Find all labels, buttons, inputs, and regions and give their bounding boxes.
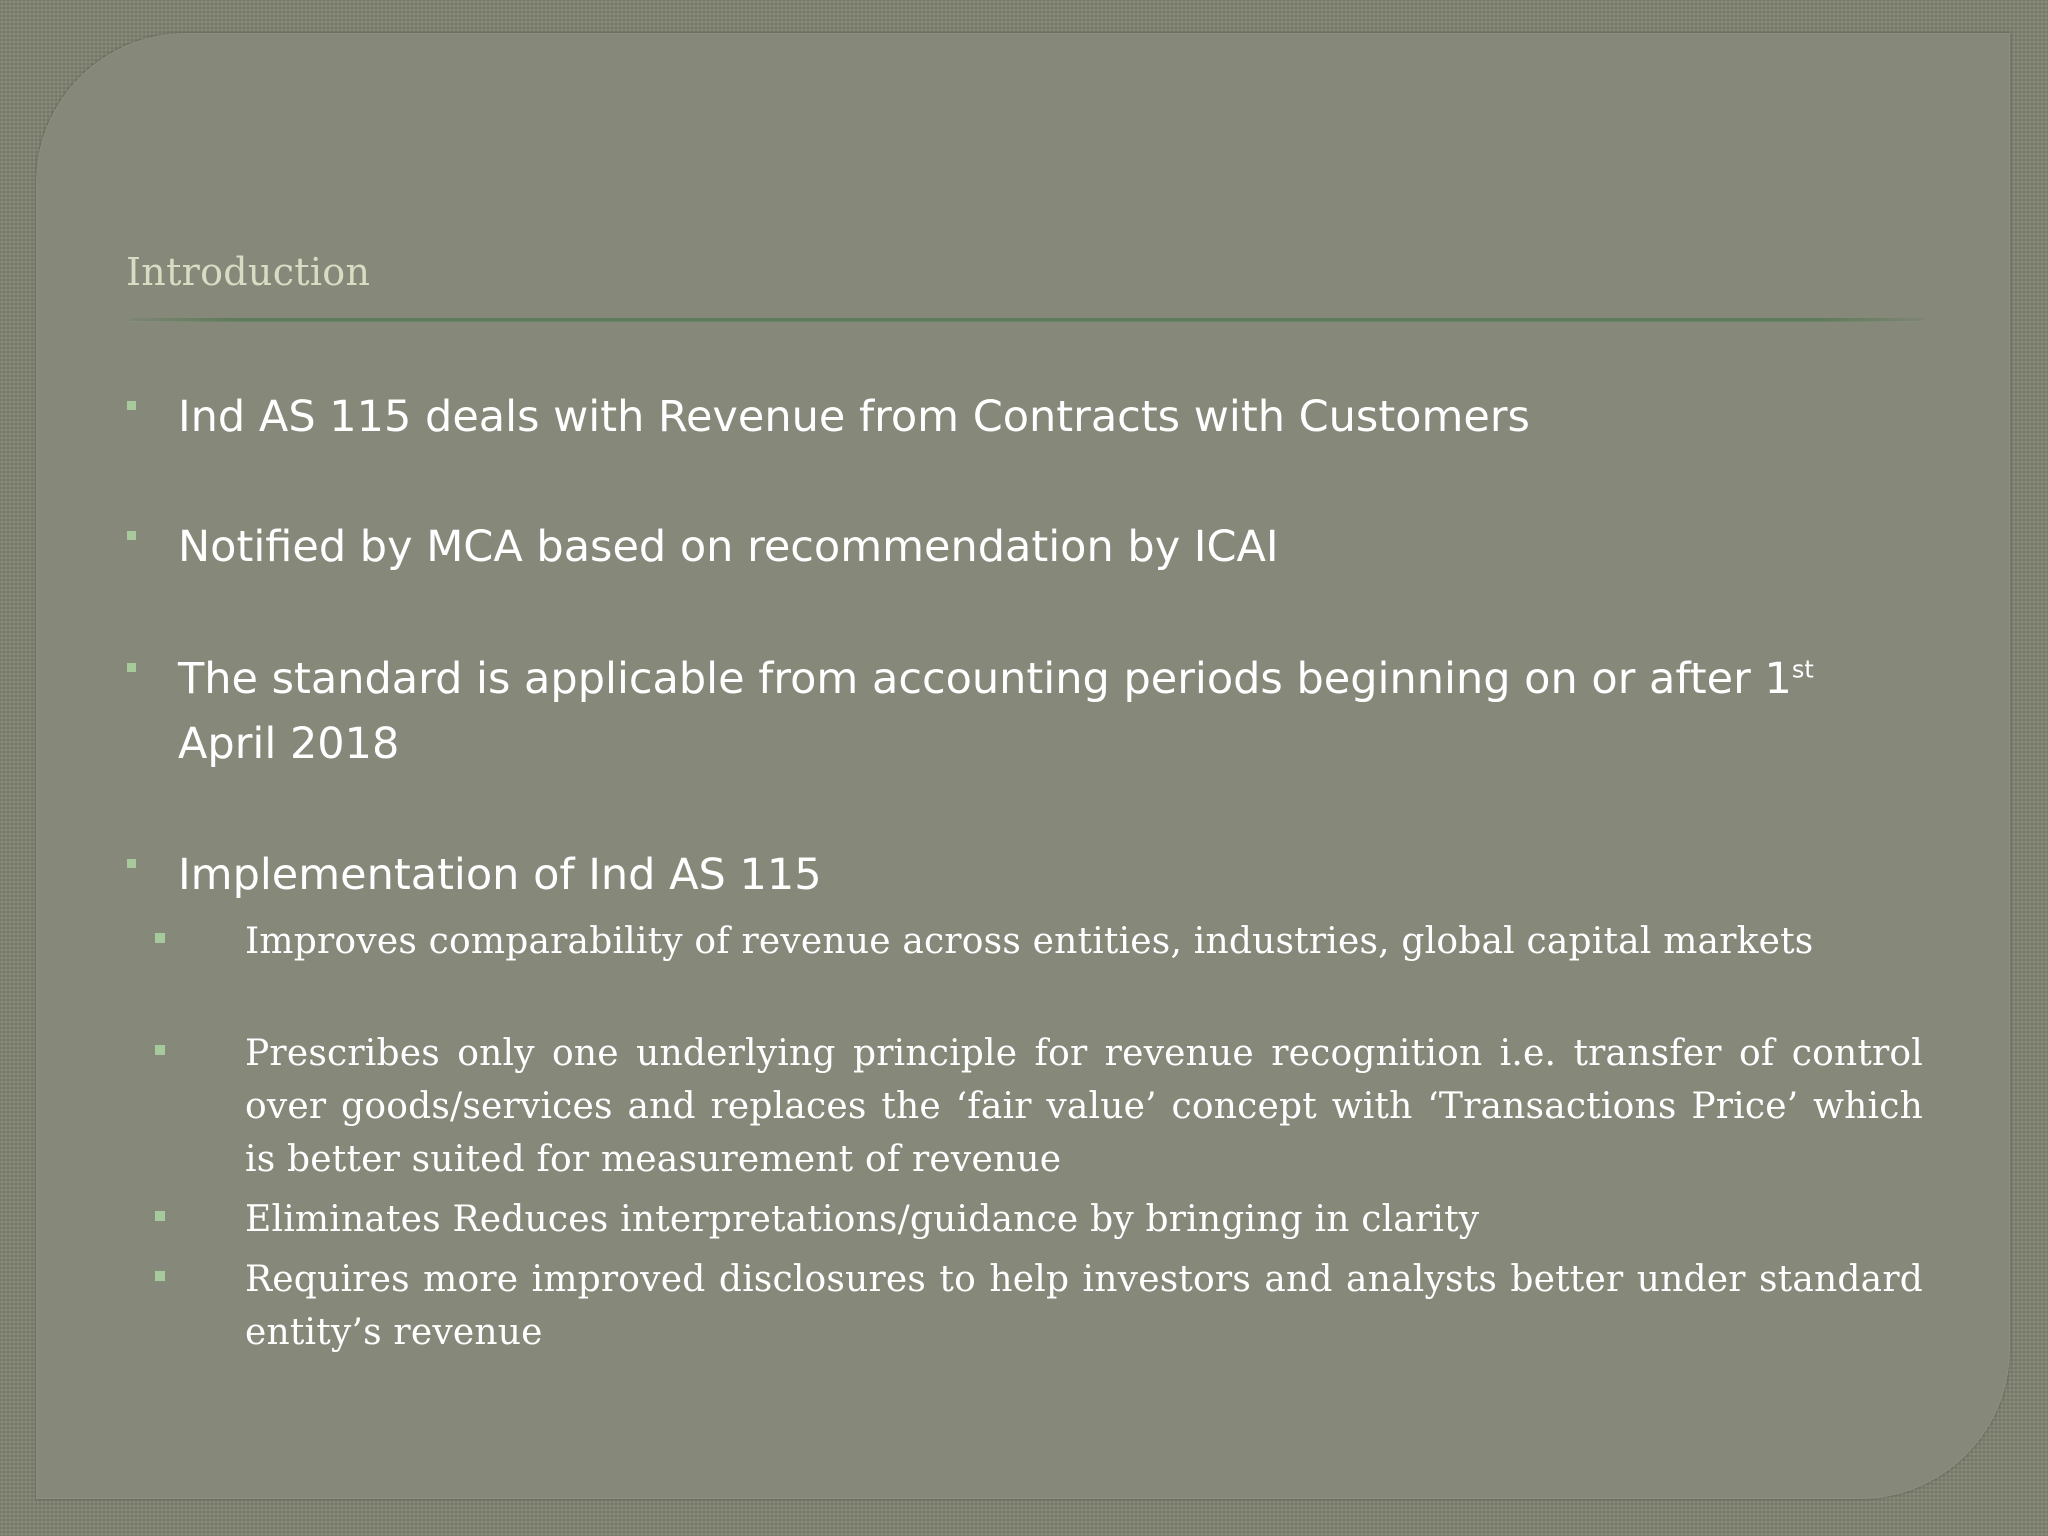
square-bullet-icon (127, 663, 136, 672)
square-bullet-icon (127, 859, 136, 868)
square-bullet-icon (155, 1271, 165, 1281)
bullet-text: Notified by MCA based on recommendation by ICAI (178, 522, 1279, 572)
square-bullet-icon (155, 1045, 165, 1055)
slide-title: Introduction (126, 250, 371, 294)
square-bullet-icon (155, 1211, 165, 1221)
sub-bullet-item (245, 915, 1923, 968)
bullet-text: Implementation of Ind AS 115 (178, 850, 822, 900)
sub-bullet-text: Prescribes only one underlying principle for revenue recognition i.e. transfer of control over goods/services and replaces the ‘fair value’ concept with ‘Transactions Price’ which is better suited for measurement of revenue (245, 1033, 1923, 1180)
bullet-superscript: st (1791, 655, 1814, 684)
sub-bullet-text: Requires more improved disclosures to help investors and analysts better under standard entity’s revenue (245, 1259, 1923, 1353)
sub-bullet-item (245, 1027, 1923, 1186)
sub-bullet-text: Eliminates Reduces interpretations/guidance by bringing in clarity (245, 1199, 1480, 1240)
sub-bullet-text: Improves comparability of revenue across entities, industries, global capital markets (245, 921, 1814, 962)
square-bullet-icon (127, 401, 136, 410)
square-bullet-icon (127, 531, 136, 540)
bullet-text: Ind AS 115 deals with Revenue from Contracts with Customers (178, 392, 1530, 442)
bullet-text-continued: April 2018 (178, 719, 400, 769)
sub-bullet-item (245, 1193, 1923, 1246)
square-bullet-icon (155, 933, 165, 943)
sub-bullet-item (245, 1253, 1923, 1359)
bullet-item (178, 385, 1923, 450)
bullet-item (178, 843, 1923, 908)
bullet-text: The standard is applicable from accounting periods beginning on or after 1 (178, 654, 1792, 704)
bullet-item (178, 515, 1923, 580)
bullet-item (178, 647, 1923, 777)
